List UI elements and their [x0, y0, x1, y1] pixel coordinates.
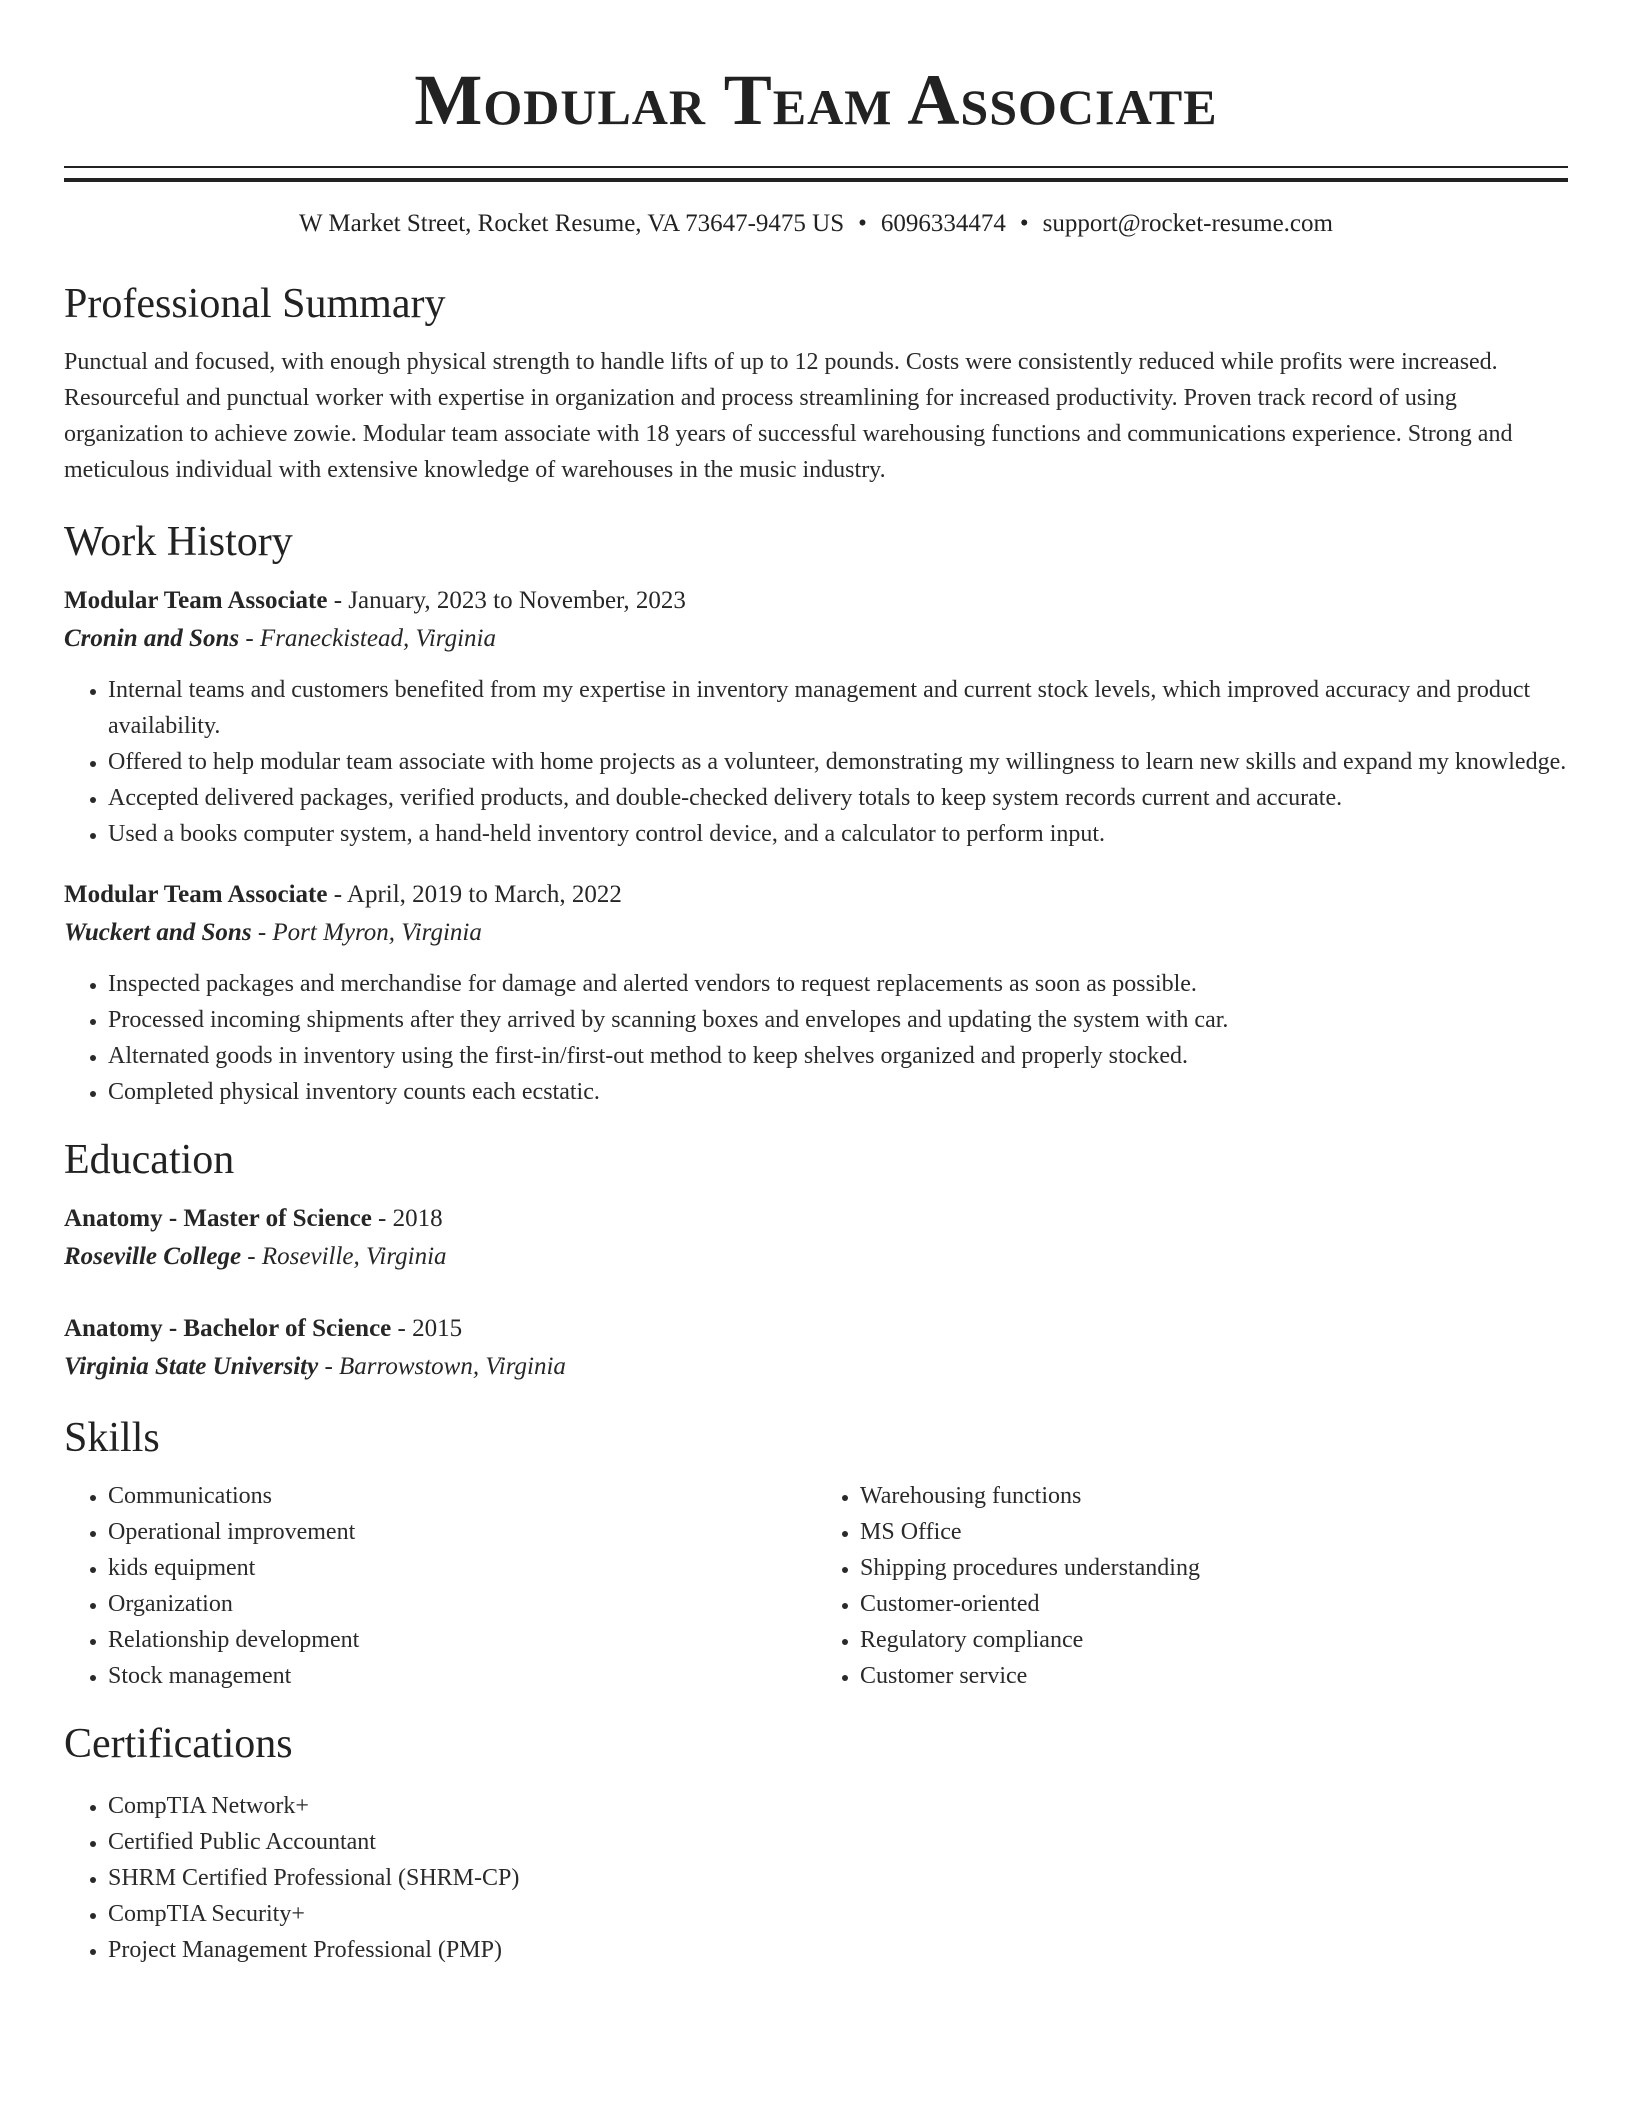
skill-item: • Organization — [108, 1586, 816, 1622]
job-company-line — [64, 620, 1568, 658]
job-duty: • Completed physical inventory counts each ecstatic. — [108, 1074, 1568, 1110]
job-location: - Port Myron, Virginia — [251, 919, 482, 946]
education-degree-line — [64, 1200, 1568, 1238]
skill-item: • Customer-oriented — [860, 1586, 1568, 1622]
skill-item: • Communications — [108, 1478, 816, 1514]
job-duty: • Offered to help modular team associate with home projects as a volunteer, demonstrating my willingness to learn new skills and expand my knowledge. — [108, 744, 1568, 780]
job-role: Modular Team Associate — [64, 587, 328, 614]
contact-separator: • — [858, 210, 867, 237]
skill-item: • Stock management — [108, 1658, 816, 1694]
resume-name: Modular Team Associate — [414, 60, 1218, 140]
certification-item: • SHRM Certified Professional (SHRM-CP) — [108, 1860, 1568, 1896]
skills-column-left — [64, 1478, 816, 1694]
certification-item: • Certified Public Accountant — [108, 1824, 1568, 1860]
job-entry — [64, 582, 1568, 852]
job-company: Cronin and Sons — [64, 625, 240, 652]
certification-item: • Project Management Professional (PMP) — [108, 1932, 1568, 1968]
job-dates: - January, 2023 to November, 2023 — [327, 587, 686, 614]
education-school: Virginia State University — [64, 1353, 319, 1380]
job-title-line — [64, 582, 1568, 620]
skill-item: • Warehousing functions — [860, 1478, 1568, 1514]
education-degree: Anatomy - Bachelor of Science — [64, 1315, 392, 1342]
skills-column-right — [816, 1478, 1568, 1694]
education-school-line — [64, 1238, 1568, 1276]
skills-list-right — [816, 1478, 1568, 1694]
job-company-line — [64, 914, 1568, 952]
skills-heading: Skills — [64, 1415, 160, 1461]
contact-address: W Market Street, Rocket Resume, VA 73647-9475 US — [299, 210, 845, 237]
job-entry — [64, 876, 1568, 1110]
education-location: - Barrowstown, Virginia — [318, 1353, 566, 1380]
job-duty: • Alternated goods in inventory using the first-in/first-out method to keep shelves organized and properly stocked. — [108, 1038, 1568, 1074]
certifications-list — [64, 1788, 1568, 1968]
job-duties — [64, 672, 1568, 852]
job-duty: • Processed incoming shipments after they arrived by scanning boxes and envelopes and updating the system with car. — [108, 1002, 1568, 1038]
education-year: - 2018 — [371, 1205, 443, 1232]
certifications-heading: Certifications — [64, 1721, 293, 1767]
summary-heading: Professional Summary — [64, 281, 446, 327]
job-duty: • Accepted delivered packages, verified products, and double-checked delivery totals to keep system records current and accurate. — [108, 780, 1568, 816]
education-entry — [64, 1200, 1568, 1276]
work-history-heading: Work History — [64, 519, 293, 565]
header-divider — [64, 166, 1568, 182]
contact-phone: 6096334474 — [880, 210, 1006, 237]
job-title-line — [64, 876, 1568, 914]
education-school: Roseville College — [64, 1243, 242, 1270]
education-location: - Roseville, Virginia — [241, 1243, 447, 1270]
education-school-line — [64, 1348, 1568, 1386]
contact-separator: • — [1019, 210, 1029, 237]
skill-item: • kids equipment — [108, 1550, 816, 1586]
job-role: Modular Team Associate — [64, 881, 328, 908]
job-duties — [64, 966, 1568, 1110]
job-location: - Franeckistead, Virginia — [239, 625, 496, 652]
job-dates: - April, 2019 to March, 2022 — [327, 881, 622, 908]
skills-grid — [64, 1478, 1568, 1694]
job-duty: • Inspected packages and merchandise for damage and alerted vendors to request replacements as soon as possible. — [108, 966, 1568, 1002]
skills-list-left — [64, 1478, 816, 1694]
contact-email: support@rocket-resume.com — [1042, 210, 1333, 237]
education-heading: Education — [64, 1137, 235, 1183]
skill-item: • Regulatory compliance — [860, 1622, 1568, 1658]
job-duty: • Used a books computer system, a hand-held inventory control device, and a calculator to perform input. — [108, 816, 1568, 852]
education-degree-line — [64, 1310, 1568, 1348]
skill-item: • Relationship development — [108, 1622, 816, 1658]
job-duty: • Internal teams and customers benefited from my expertise in inventory management and current stock levels, which improved accuracy and product availability. — [108, 672, 1568, 744]
certification-item: • CompTIA Security+ — [108, 1896, 1568, 1932]
education-entry — [64, 1310, 1568, 1386]
skill-item: • Operational improvement — [108, 1514, 816, 1550]
summary-text: Punctual and focused, with enough physical strength to handle lifts of up to 12 pounds. Costs were consistently reduced while profits were increased. Resourceful and punctual worker with expertise in organization and process streamlining for increased productivity. Proven track record of using organization to achieve zowie. Modular team associate with 18 years of successful warehousing functions and communications experience. Strong and meticulous individual with extensive knowledge of warehouses in the music industry. — [64, 349, 1513, 483]
certification-item: • CompTIA Network+ — [108, 1788, 1568, 1824]
contact-line — [64, 208, 1568, 240]
job-company: Wuckert and Sons — [64, 919, 252, 946]
education-degree: Anatomy - Master of Science — [64, 1205, 372, 1232]
skill-item: • Shipping procedures understanding — [860, 1550, 1568, 1586]
skill-item: • Customer service — [860, 1658, 1568, 1694]
skill-item: • MS Office — [860, 1514, 1568, 1550]
education-year: - 2015 — [391, 1315, 463, 1342]
